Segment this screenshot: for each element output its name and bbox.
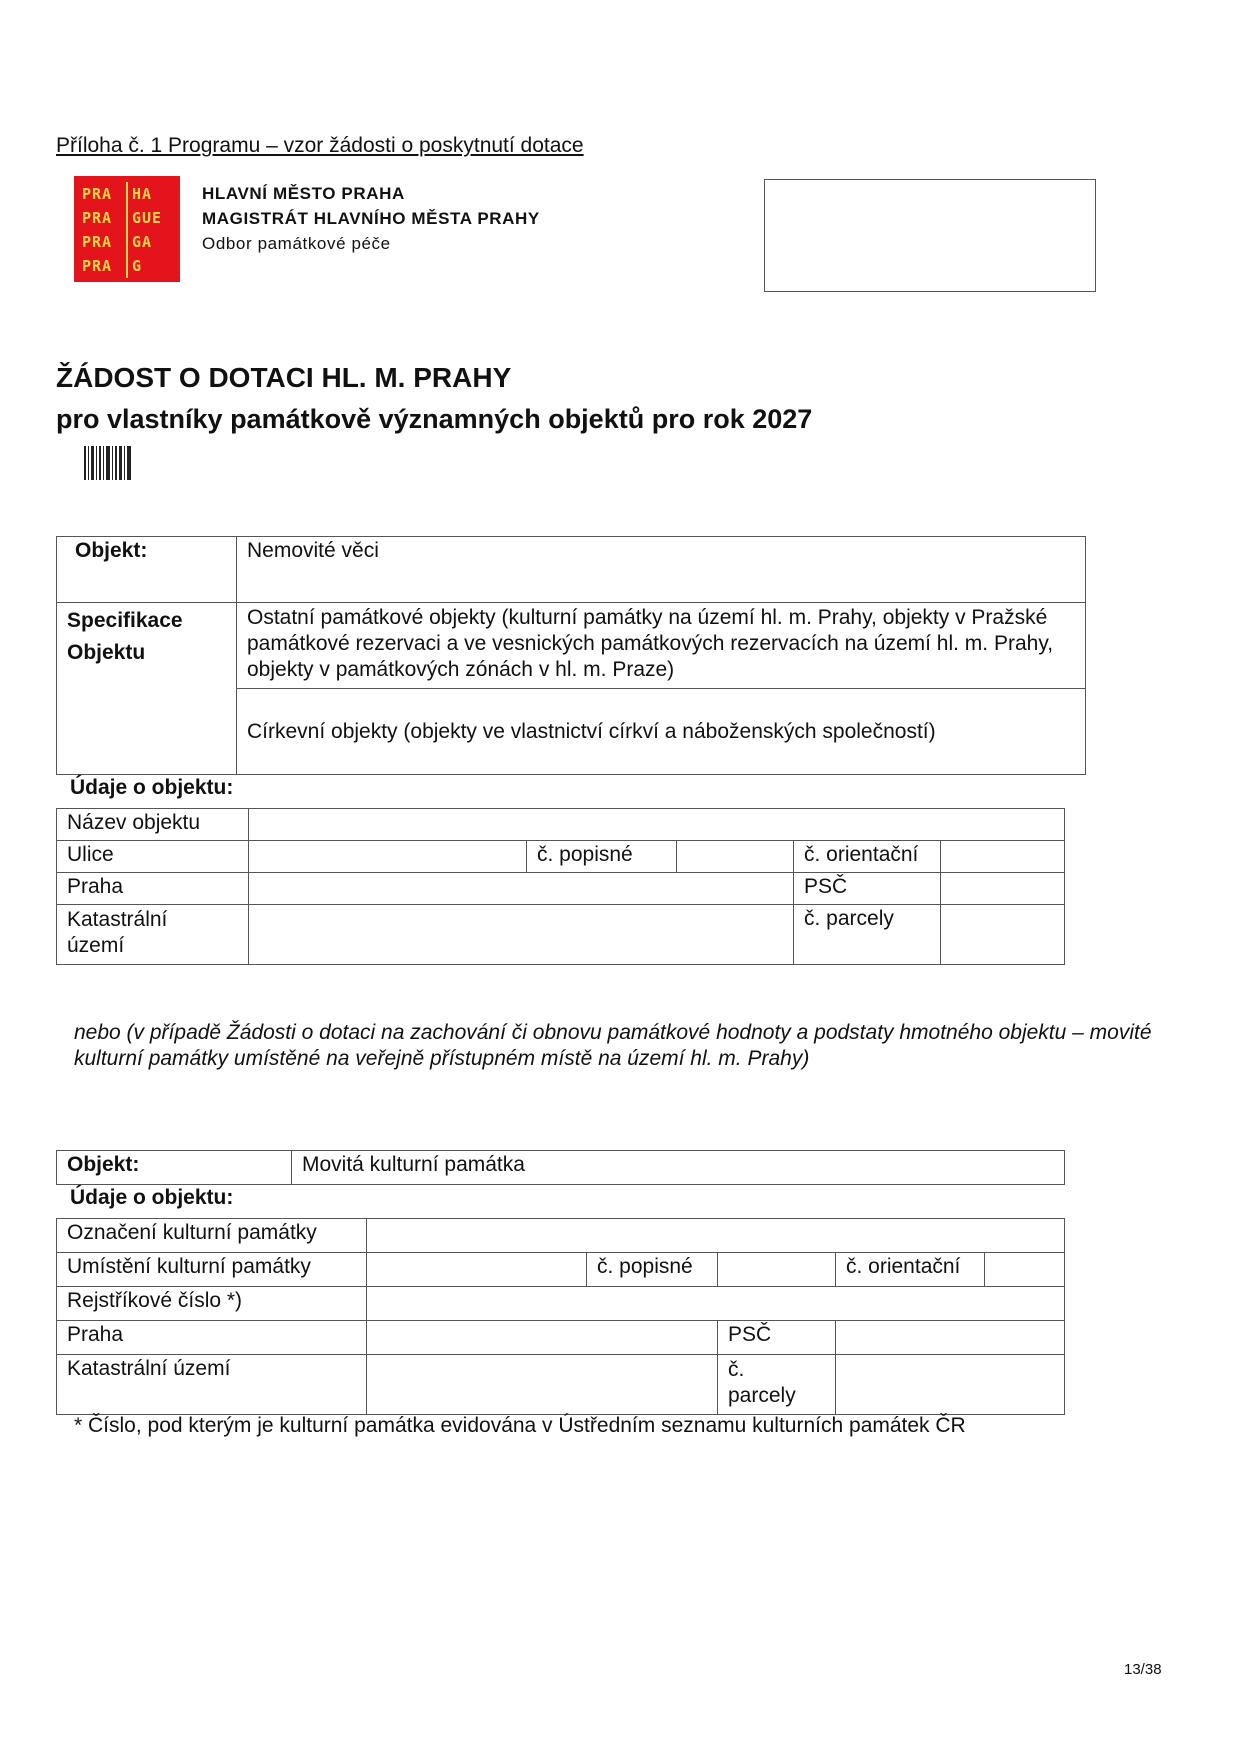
- spec-option-other-monuments[interactable]: Ostatní památkové objekty (kulturní památky na území hl. m. Prahy, objekty v Pražské památkové rezervaci a ve vesnických památkových rezervacích na území hl. m. Prahy, objekty v památkových zónách v hl. m. Praze): [237, 603, 1086, 689]
- object-type-table: [56, 536, 1086, 775]
- org-line-magistrate: MAGISTRÁT HLAVNÍHO MĚSTA PRAHY: [202, 209, 540, 228]
- designation-label: Označení kulturní památky: [57, 1219, 367, 1253]
- register-number-label: Rejstříkové číslo *): [57, 1287, 367, 1321]
- logo-text: PRA: [80, 182, 128, 206]
- house-number-input[interactable]: [677, 841, 794, 873]
- logo-text: G: [132, 257, 143, 275]
- alternative-note: nebo (v případě Žádosti o dotaci na zachování či obnovu památkové hodnoty a podstaty hmotného objektu – movité kulturní památky umístěné na veřejně přístupném místě na území hl. m. Prahy): [74, 1021, 1152, 1070]
- cadastral-input[interactable]: [249, 905, 794, 965]
- house-number-label: č. popisné: [587, 1253, 718, 1287]
- parcel-label-line1: č.: [728, 1358, 745, 1381]
- house-number-label: č. popisné: [527, 841, 677, 873]
- house-number-input[interactable]: [718, 1253, 836, 1287]
- organization-block: [202, 181, 540, 256]
- logo-text: PRA: [80, 254, 128, 278]
- street-label: Ulice: [57, 841, 249, 873]
- city-label: Praha: [57, 873, 249, 905]
- org-line-city: HLAVNÍ MĚSTO PRAHA: [202, 184, 405, 203]
- org-line-department: Odbor památkové péče: [202, 234, 391, 253]
- street-input[interactable]: [249, 841, 527, 873]
- location-input[interactable]: [367, 1253, 587, 1287]
- movable-details-table: [56, 1218, 1065, 1415]
- designation-input[interactable]: [367, 1219, 1065, 1253]
- cadastral-label-line2: území: [67, 934, 125, 957]
- parcel-input[interactable]: [941, 905, 1065, 965]
- cadastral-label: Katastrální území: [57, 1355, 367, 1415]
- object-value: Movitá kulturní památka: [292, 1151, 1065, 1185]
- specification-label: [57, 603, 237, 775]
- logo-text: HA: [132, 185, 153, 203]
- name-label: Název objektu: [57, 809, 249, 841]
- specification-label-line2: Objektu: [67, 641, 146, 664]
- parcel-label-line2: parcely: [728, 1384, 796, 1407]
- name-input[interactable]: [249, 809, 1065, 841]
- movable-object-table: [56, 1150, 1065, 1185]
- object-value: Nemovité věci: [237, 537, 1086, 603]
- barcode-icon: [84, 446, 133, 480]
- location-label: Umístění kulturní památky: [57, 1253, 367, 1287]
- object-details-table: [56, 808, 1065, 965]
- cadastral-label: [57, 905, 249, 965]
- logo-text: GUE: [132, 209, 163, 227]
- register-number-input[interactable]: [367, 1287, 1065, 1321]
- footnote: * Číslo, pod kterým je kulturní památka evidována v Ústředním seznamu kulturních památek ČR: [74, 1414, 966, 1437]
- orientation-number-input[interactable]: [941, 841, 1065, 873]
- logo-text: PRA: [80, 206, 128, 230]
- registry-stamp-box: [764, 179, 1096, 292]
- object-label: Objekt:: [57, 1151, 292, 1185]
- zip-input[interactable]: [836, 1321, 1065, 1355]
- parcel-label: č. parcely: [794, 905, 941, 965]
- annex-note: Příloha č. 1 Programu – vzor žádosti o poskytnutí dotace: [56, 134, 584, 157]
- orientation-number-input[interactable]: [985, 1253, 1065, 1287]
- parcel-input[interactable]: [836, 1355, 1065, 1415]
- details-heading: Údaje o objektu:: [70, 1186, 234, 1209]
- logo-text: GA: [132, 233, 153, 251]
- page-subtitle: pro vlastníky památkově významných objektů pro rok 2027: [56, 404, 813, 434]
- orientation-number-label: č. orientační: [794, 841, 941, 873]
- spec-option-church-objects[interactable]: Církevní objekty (objekty ve vlastnictví církví a náboženských společností): [237, 689, 1086, 775]
- zip-input[interactable]: [941, 873, 1065, 905]
- orientation-number-label: č. orientační: [836, 1253, 985, 1287]
- praha-logo: [74, 176, 180, 282]
- logo-text: PRA: [80, 230, 128, 254]
- city-input[interactable]: [249, 873, 794, 905]
- specification-label-line1: Specifikace: [67, 609, 183, 632]
- cadastral-label-line1: Katastrální: [67, 908, 168, 931]
- cadastral-input[interactable]: [367, 1355, 718, 1415]
- city-label: Praha: [57, 1321, 367, 1355]
- city-input[interactable]: [367, 1321, 718, 1355]
- page-title: ŽÁDOST O DOTACI HL. M. PRAHY: [56, 362, 512, 393]
- page-number: 13/38: [1124, 1661, 1162, 1678]
- zip-label: PSČ: [794, 873, 941, 905]
- details-heading: Údaje o objektu:: [70, 776, 234, 799]
- zip-label: PSČ: [718, 1321, 836, 1355]
- parcel-label: [718, 1355, 836, 1415]
- object-label: Objekt:: [57, 537, 237, 603]
